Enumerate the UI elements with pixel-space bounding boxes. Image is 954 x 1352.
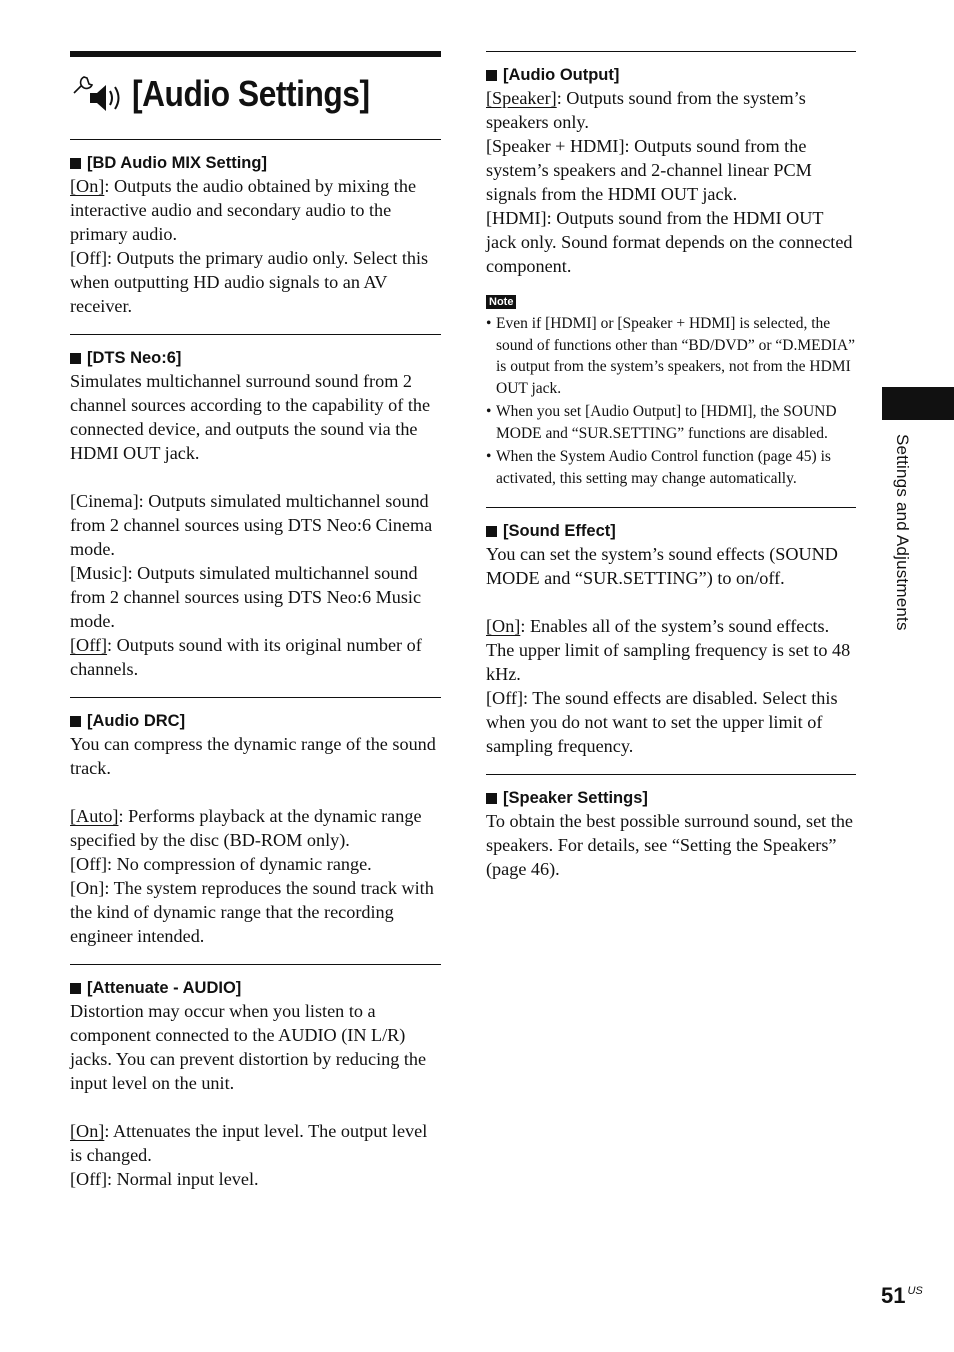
section-audio-output	[486, 51, 856, 507]
option-on: [On]: Attenuates the input level. The output level is changed.	[70, 1121, 428, 1165]
region-suffix: US	[907, 1285, 923, 1297]
section-intro: You can set the system’s sound effects (SOUND MODE and “SUR.SETTING”) to on/off.	[486, 544, 838, 588]
note-tag: Note	[486, 295, 516, 309]
option-cinema: [Cinema]: Outputs simulated multichannel sound from 2 channel sources using DTS Neo:6 Cinema mode.	[70, 491, 433, 559]
note-item: • Even if [HDMI] or [Speaker + HDMI] is selected, the sound of functions other than “BD/DVD” or “D.MEDIA” is output from the system’s speakers, not from the HDMI OUT jack.	[486, 313, 856, 399]
page-title: [Audio Settings]	[132, 73, 370, 114]
option-off: [Off]: No compression of dynamic range.	[70, 854, 372, 874]
section-attenuate-audio	[70, 964, 441, 1207]
right-column	[486, 51, 856, 897]
title-bar	[70, 51, 441, 127]
option-off: [Off]: Outputs sound with its original number of channels.	[70, 635, 422, 679]
option-off: [Off]: Outputs the primary audio only. Select this when outputting HD audio signals to an AV receiver.	[70, 248, 429, 316]
option-music: [Music]: Outputs simulated multichannel sound from 2 channel sources using DTS Neo:6 Music mode.	[70, 563, 422, 631]
section-heading: [Audio DRC]	[87, 712, 186, 730]
section-audio-drc	[70, 697, 441, 964]
option-on: [On]: The system reproduces the sound track with the kind of dynamic range that the recording engineer intended.	[70, 878, 434, 946]
square-bullet-icon	[70, 716, 81, 727]
square-bullet-icon	[486, 70, 497, 81]
section-bd-audio-mix	[70, 139, 441, 334]
option-off: [Off]: The sound effects are disabled. Select this when you do not want to set the upper limit of sampling frequency.	[486, 688, 838, 756]
left-column	[70, 51, 441, 1207]
square-bullet-icon	[70, 353, 81, 364]
section-intro: You can compress the dynamic range of the sound track.	[70, 734, 436, 778]
section-intro: Distortion may occur when you listen to a component connected to the AUDIO (IN L/R) jacks. You can prevent distortion by reducing the input level on the unit.	[70, 1001, 427, 1093]
chapter-tab	[882, 387, 954, 420]
option-auto: [Auto]: Performs playback at the dynamic range specified by the disc (BD-ROM only).	[70, 806, 422, 850]
section-heading: [Audio Output]	[503, 66, 620, 84]
section-text: To obtain the best possible surround sound, set the speakers. For details, see “Setting the Speakers” (page 46).	[486, 811, 853, 879]
note-list	[486, 313, 856, 489]
square-bullet-icon	[70, 983, 81, 994]
page-number: 51 $^{US}$	[881, 1283, 923, 1308]
section-dts-neo6	[70, 334, 441, 697]
section-heading: [Speaker Settings]	[503, 789, 648, 807]
wrench-speaker-icon	[70, 71, 126, 117]
note-item: • When you set [Audio Output] to [HDMI], the SOUND MODE and “SUR.SETTING” functions are disabled.	[486, 401, 856, 444]
option-speaker-hdmi: [Speaker + HDMI]: Outputs sound from the system’s speakers and 2-channel linear PCM signals from the HDMI OUT jack.	[486, 136, 812, 204]
section-heading: [Sound Effect]	[503, 522, 616, 540]
section-sound-effect	[486, 507, 856, 774]
square-bullet-icon	[486, 793, 497, 804]
square-bullet-icon	[70, 158, 81, 169]
chapter-label: Settings and Adjustments	[893, 434, 912, 631]
section-heading: [BD Audio MIX Setting]	[87, 154, 267, 172]
section-intro: Simulates multichannel surround sound from 2 channel sources according to the capability of the connected device, and outputs the sound via the HDMI OUT jack.	[70, 371, 431, 463]
option-off: [Off]: Normal input level.	[70, 1169, 259, 1189]
option-speaker: [Speaker]: Outputs sound from the system’s speakers only.	[486, 88, 806, 132]
note-item: • When the System Audio Control function (page 45) is activated, this setting may change automatically.	[486, 446, 856, 489]
option-hdmi: [HDMI]: Outputs sound from the HDMI OUT jack only. Sound format depends on the connected component.	[486, 208, 853, 276]
section-speaker-settings	[486, 774, 856, 897]
section-heading: [Attenuate - AUDIO]	[87, 979, 242, 997]
square-bullet-icon	[486, 526, 497, 537]
section-heading: [DTS Neo:6]	[87, 349, 182, 367]
option-on: [On]: Outputs the audio obtained by mixing the interactive audio and secondary audio to the primary audio.	[70, 176, 417, 244]
option-on: [On]: Enables all of the system’s sound effects. The upper limit of sampling frequency is set to 48 kHz.	[486, 616, 851, 684]
